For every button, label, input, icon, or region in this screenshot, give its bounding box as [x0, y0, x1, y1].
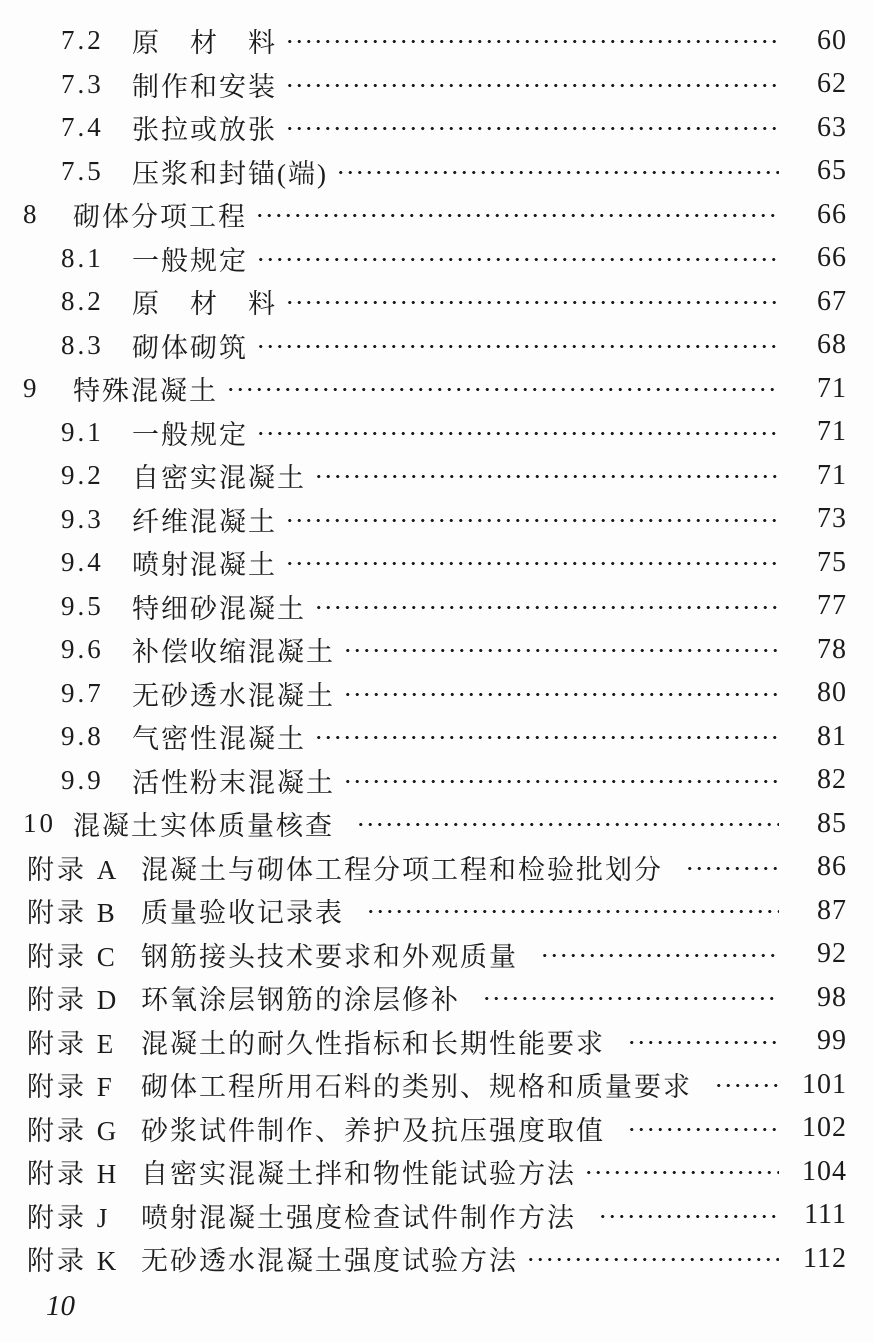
toc-entry-title: 补偿收缩混凝土 — [132, 637, 335, 668]
toc-leader-dots — [685, 855, 779, 882]
toc-leader-dots — [226, 376, 779, 403]
toc-entry-page: 63 — [817, 111, 847, 143]
toc-entry — [0, 759, 847, 803]
toc-leader-dots — [584, 1159, 779, 1186]
toc-entry-page: 73 — [817, 503, 847, 535]
toc-entry — [0, 1194, 847, 1238]
page-footer — [0, 1281, 874, 1323]
toc-entry — [0, 628, 847, 672]
toc-entry-number: 8 — [23, 199, 40, 230]
toc-entry-page: 60 — [817, 24, 847, 56]
toc-leader-dots — [598, 1203, 779, 1230]
toc-entry-page: 67 — [817, 285, 847, 317]
toc-entry-number: 9.1 — [61, 416, 104, 447]
toc-leader-dots — [314, 463, 779, 490]
toc-entry-title: 纤维混凝土 — [132, 506, 277, 537]
toc-entry — [0, 19, 847, 63]
toc-entry-number: 9.4 — [61, 547, 104, 578]
toc-leader-dots — [336, 159, 779, 186]
toc-entry-page: 104 — [802, 1155, 847, 1187]
toc-entry-page: 71 — [817, 372, 847, 404]
toc-entry-title: 制作和安装 — [132, 71, 277, 102]
toc-entry — [0, 933, 847, 977]
toc-entry-page: 65 — [817, 155, 847, 187]
toc-entry-page: 99 — [817, 1025, 847, 1057]
toc-leader-dots — [540, 942, 779, 969]
toc-entry-number: 9.2 — [61, 460, 104, 491]
toc-entry-title: 喷射混凝土强度检查试件制作方法 — [141, 1202, 576, 1233]
toc-entry — [0, 498, 847, 542]
toc-entry-title: 砌体砌筑 — [132, 332, 248, 363]
toc-entry-page: 66 — [817, 242, 847, 274]
toc-entry-number: 附录 J — [27, 1202, 111, 1233]
toc-entry-number: 7.4 — [61, 112, 104, 143]
toc-entry — [0, 1150, 847, 1194]
toc-entry-title: 无砂透水混凝土 — [132, 680, 335, 711]
toc-entry-title: 环氧涂层钢筋的涂层修补 — [141, 985, 460, 1016]
toc-entry-page: 98 — [817, 981, 847, 1013]
toc-entry-title: 活性粉末混凝土 — [132, 767, 335, 798]
toc-entry — [0, 367, 847, 411]
toc-leader-dots — [343, 768, 779, 795]
toc-leader-dots — [714, 1072, 779, 1099]
toc-entry-page: 102 — [802, 1112, 847, 1144]
toc-entry-number: 附录 A — [27, 854, 120, 885]
toc-entry-title: 砌体分项工程 — [73, 202, 247, 233]
toc-entry — [0, 889, 847, 933]
toc-entry-page: 82 — [817, 764, 847, 796]
toc-entry — [0, 1063, 847, 1107]
toc-entry-page: 81 — [817, 720, 847, 752]
toc-entry — [0, 802, 847, 846]
toc-entry-title: 质量验收记录表 — [141, 898, 344, 929]
toc-entry-page: 101 — [802, 1068, 847, 1100]
toc-entry-number: 9.9 — [61, 764, 104, 795]
toc-entry-page: 71 — [817, 416, 847, 448]
toc-leader-dots — [285, 289, 779, 316]
toc-entry-title: 砌体工程所用石料的类别、规格和质量要求 — [141, 1072, 692, 1103]
toc-entry — [0, 324, 847, 368]
toc-leader-dots — [285, 28, 779, 55]
toc-entry-number: 9.7 — [61, 677, 104, 708]
toc-entry-number: 附录 D — [27, 985, 120, 1016]
toc-entry — [0, 715, 847, 759]
toc-entry-number: 8.1 — [61, 242, 104, 273]
toc-entry-number: 10 — [23, 808, 56, 839]
toc-entry — [0, 193, 847, 237]
toc-entry-page: 78 — [817, 633, 847, 665]
toc-entry-page: 85 — [817, 807, 847, 839]
toc-entry-title: 自密实混凝土 — [132, 463, 306, 494]
toc-entry-title: 砂浆试件制作、养护及抗压强度取值 — [141, 1115, 605, 1146]
toc-entry-page: 66 — [817, 198, 847, 230]
toc-entry-title: 混凝土实体质量核查 — [73, 811, 334, 842]
toc-entry — [0, 585, 847, 629]
toc-entry — [0, 541, 847, 585]
toc-leader-dots — [285, 550, 779, 577]
toc-leader-dots — [526, 1246, 779, 1273]
toc-leader-dots — [256, 333, 779, 360]
toc-entry-title: 张拉或放张 — [132, 115, 277, 146]
toc-leader-dots — [285, 115, 779, 142]
toc-entry-title: 压浆和封锚(端) — [132, 158, 328, 189]
toc-entry-title: 混凝土的耐久性指标和长期性能要求 — [141, 1028, 605, 1059]
toc-entry-page: 112 — [803, 1242, 847, 1274]
toc-entry — [0, 1237, 847, 1281]
toc-entry — [0, 237, 847, 281]
toc-entry-page: 62 — [817, 68, 847, 100]
toc-entry-number: 7.2 — [61, 25, 104, 56]
toc-entry — [0, 280, 847, 324]
toc-entry — [0, 1020, 847, 1064]
toc-leader-dots — [256, 246, 779, 273]
toc-leader-dots — [285, 507, 779, 534]
toc-entry-number: 8.2 — [61, 286, 104, 317]
toc-entry-page: 86 — [817, 851, 847, 883]
toc-leader-dots — [314, 594, 779, 621]
toc-entry-number: 9 — [23, 373, 40, 404]
toc-entry-title: 混凝土与砌体工程分项工程和检验批划分 — [141, 854, 663, 885]
toc-entry-title: 自密实混凝土拌和物性能试验方法 — [141, 1159, 576, 1190]
toc-entry-page: 68 — [817, 329, 847, 361]
toc-entry-number: 8.3 — [61, 329, 104, 360]
toc-entry-title: 原 材 料 — [132, 28, 277, 59]
toc-entry-title: 一般规定 — [132, 245, 248, 276]
toc-leader-dots — [366, 898, 779, 925]
toc-entry-page: 75 — [817, 546, 847, 578]
toc-entry-number: 7.3 — [61, 68, 104, 99]
toc-leader-dots — [482, 985, 779, 1012]
toc-entry-number: 9.5 — [61, 590, 104, 621]
toc-entry-page: 92 — [817, 938, 847, 970]
toc-entry — [0, 1107, 847, 1151]
toc-entry-title: 无砂透水混凝土强度试验方法 — [141, 1246, 518, 1277]
toc-entry — [0, 411, 847, 455]
toc-entry-title: 一般规定 — [132, 419, 248, 450]
toc-entry-number: 附录 H — [27, 1159, 120, 1190]
toc-entry-number: 9.3 — [61, 503, 104, 534]
toc-leader-dots — [314, 724, 779, 751]
toc-entry-title: 特殊混凝土 — [73, 376, 218, 407]
toc-leader-dots — [356, 811, 779, 838]
toc-entry-page: 87 — [817, 894, 847, 926]
toc-leader-dots — [255, 202, 779, 229]
toc-entry-page: 111 — [804, 1199, 847, 1231]
toc-entry-title: 钢筋接头技术要求和外观质量 — [141, 941, 518, 972]
toc-entry-title: 原 材 料 — [132, 289, 277, 320]
toc-entry-number: 附录 B — [27, 898, 118, 929]
toc-entry — [0, 106, 847, 150]
toc-entry — [0, 846, 847, 890]
toc-entry-title: 喷射混凝土 — [132, 550, 277, 581]
toc-entry-number: 附录 F — [27, 1072, 115, 1103]
toc-leader-dots — [285, 72, 779, 99]
toc-entry-page: 71 — [817, 459, 847, 491]
toc-entry-page: 77 — [817, 590, 847, 622]
toc-entry-title: 气密性混凝土 — [132, 724, 306, 755]
toc-entry — [0, 150, 847, 194]
toc-leader-dots — [256, 420, 779, 447]
toc-entry-number: 附录 C — [27, 941, 118, 972]
footer-page-number: 10 — [46, 1289, 75, 1322]
toc-entry — [0, 63, 847, 107]
toc-entry — [0, 976, 847, 1020]
toc-leader-dots — [627, 1029, 779, 1056]
toc-leader-dots — [343, 637, 779, 664]
toc-leader-dots — [343, 681, 779, 708]
toc-entry-number: 附录 E — [27, 1028, 117, 1059]
toc-entry-number: 附录 G — [27, 1115, 120, 1146]
toc-entry-number: 附录 K — [27, 1246, 120, 1277]
toc-entry-number: 9.6 — [61, 634, 104, 665]
toc-entry — [0, 454, 847, 498]
toc-entry-number: 9.8 — [61, 721, 104, 752]
toc-entry — [0, 672, 847, 716]
toc-entry-number: 7.5 — [61, 155, 104, 186]
toc-entry-page: 80 — [817, 677, 847, 709]
toc-entry-title: 特细砂混凝土 — [132, 593, 306, 624]
toc-leader-dots — [627, 1116, 779, 1143]
